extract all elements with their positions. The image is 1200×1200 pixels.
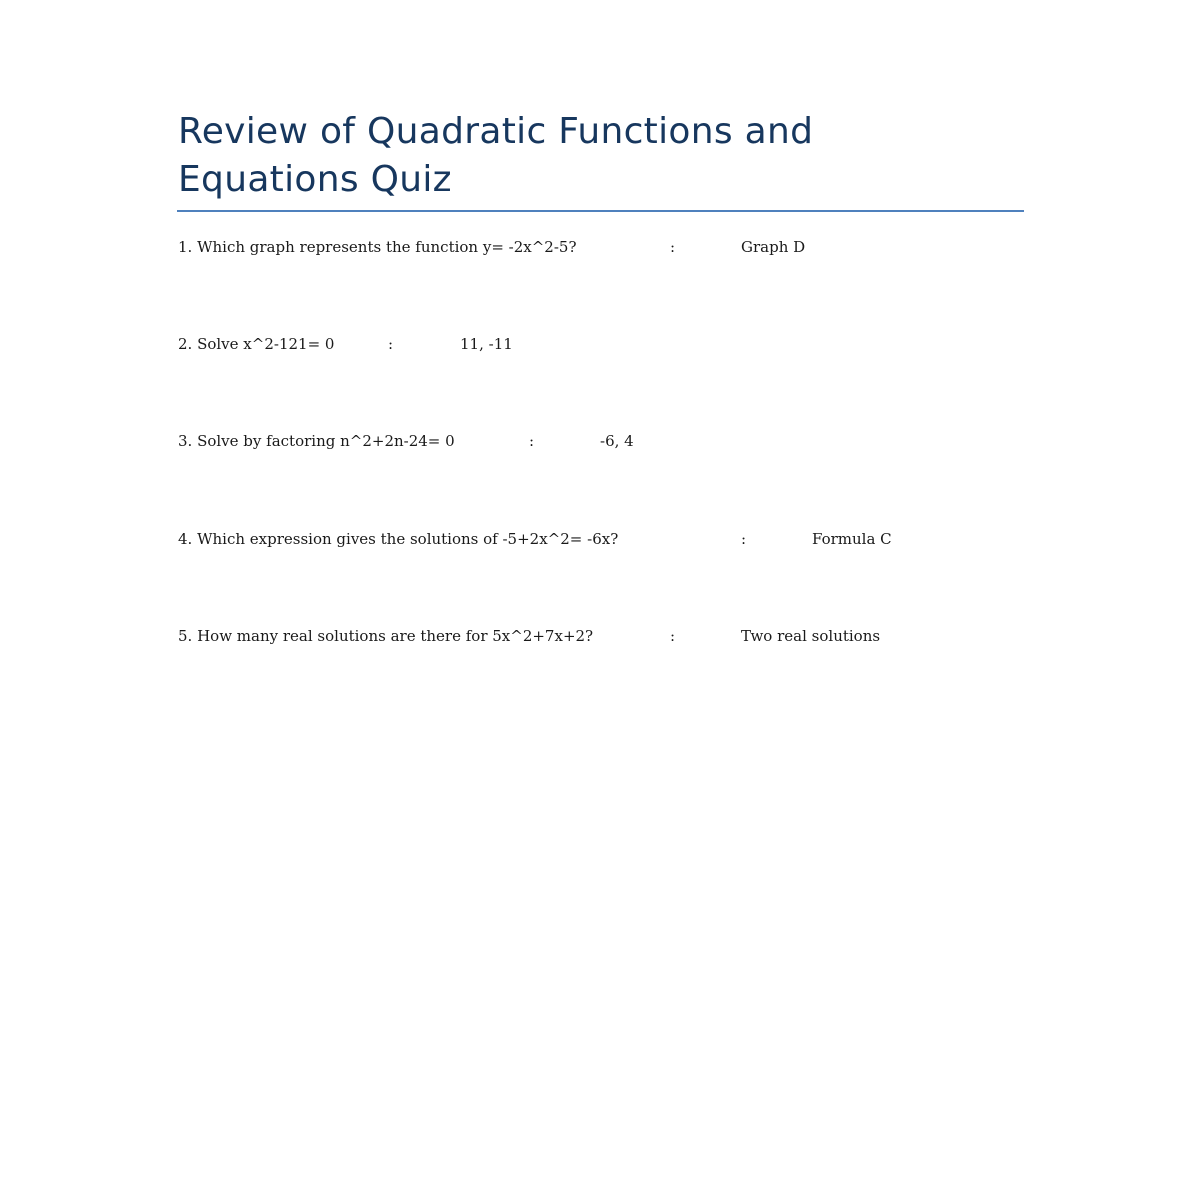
question-1-answer: Graph D — [741, 238, 806, 256]
question-2-text: 2. Solve x^2-121= 0 — [178, 335, 335, 353]
title-underline — [177, 210, 1024, 212]
question-2-separator: : — [388, 335, 394, 353]
document-title: Review of Quadratic Functions and Equations Quiz — [178, 111, 814, 200]
question-5 — [178, 627, 1024, 649]
question-3-separator: : — [529, 432, 535, 450]
question-2-answer: 11, -11 — [460, 335, 513, 353]
question-1-text: 1. Which graph represents the function y= -2x^2-5? — [178, 238, 577, 256]
question-4-text: 4. Which expression gives the solutions of -5+2x^2= -6x? — [178, 530, 619, 548]
question-3 — [178, 432, 1024, 454]
question-1 — [178, 238, 1024, 260]
question-4 — [178, 530, 1024, 552]
question-4-answer: Formula C — [812, 530, 892, 548]
question-5-answer: Two real solutions — [741, 627, 881, 645]
question-3-answer: -6, 4 — [600, 432, 634, 450]
question-2 — [178, 335, 1024, 357]
question-1-separator: : — [670, 238, 676, 256]
question-4-separator: : — [741, 530, 747, 548]
question-3-text: 3. Solve by factoring n^2+2n-24= 0 — [178, 432, 455, 450]
question-5-text: 5. How many real solutions are there for 5x^2+7x+2? — [178, 627, 594, 645]
question-5-separator: : — [670, 627, 676, 645]
